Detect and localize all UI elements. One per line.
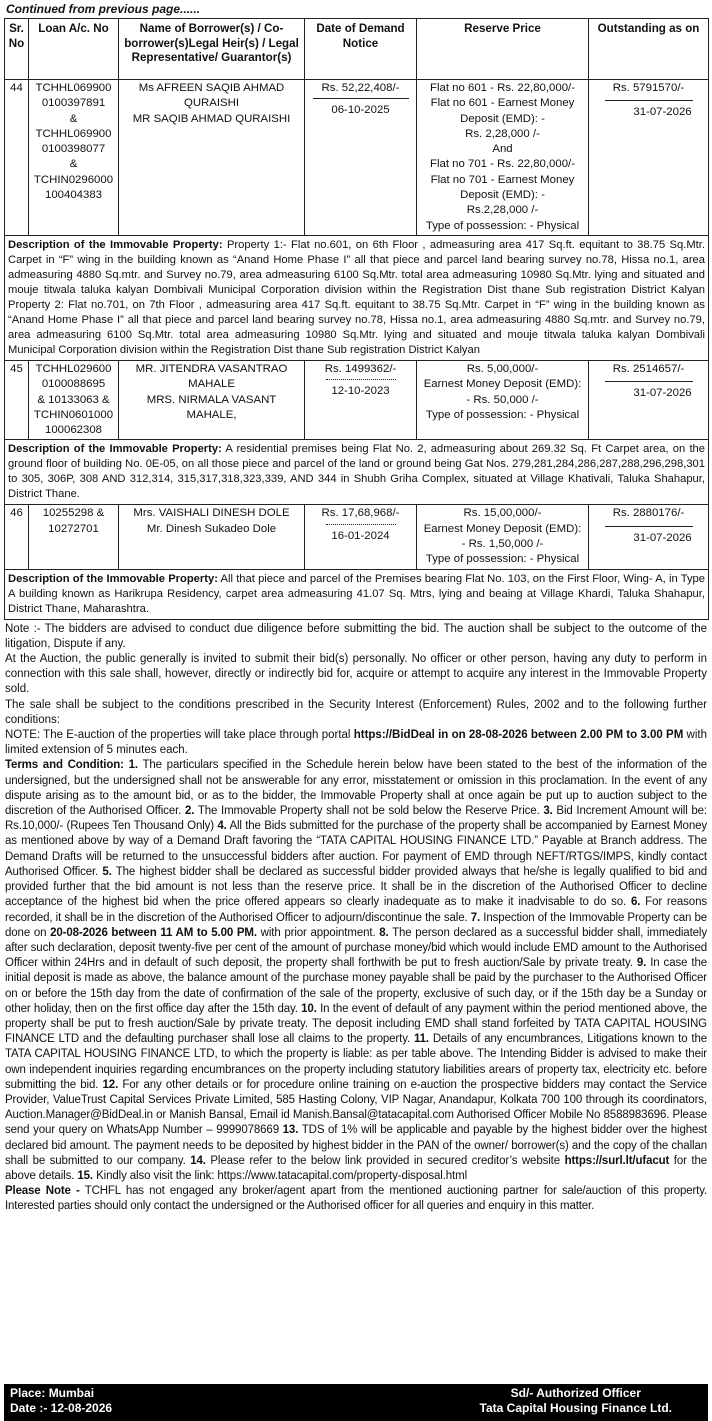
term-7c: with prior appointment. (256, 926, 380, 939)
borrower-line: Mrs. VAISHALI DINESH DOLE (133, 507, 290, 520)
demand-cell (305, 505, 417, 569)
reserve-line: Rs.2,28,000 /- (466, 204, 539, 217)
table-row (5, 505, 709, 569)
description-text: All that piece and parcel of the Premises bearing Flat No. 103, on the First Floor, Wing- A, in Type A building known as Harikrupa Residency, carpet area admeasuring 41.07 Sq. Mtrs, lying and beaing at Village Khardi, Taluka Shahapur, District Thane, Maharashtra. (8, 572, 705, 615)
loan-line: TCHHL069900 (35, 127, 112, 140)
table-header-row (5, 19, 709, 80)
term-9-num: 9. (636, 957, 647, 970)
borrower-line: MR. JITENDRA VASANTRAO (135, 362, 288, 375)
borrower-line: MAHALE (188, 378, 235, 391)
loan-line: 10272701 (48, 522, 99, 535)
term-14c: for the above details. (5, 1154, 707, 1182)
outstanding-divider (605, 381, 693, 382)
term-9: In case the initial deposit is made as above, the balance amount of the purchase money payable shall be paid by the purchaser to the Authorised Officer on or before the 15th day from the date of confirmation of the sale of the property, exclusive of such day, or if the 15th day be a Sunday or other holiday, then on the first office day after the 15th day. (5, 957, 708, 1015)
demand-divider (326, 379, 396, 380)
term-11-num: 11. (413, 1033, 429, 1046)
please-note-label: Please Note - (5, 1185, 80, 1198)
description-label: Description of the Immovable Property: (8, 572, 218, 585)
continued-label: Continued from previous page...... (6, 2, 201, 16)
loan-line: 10255298 & (42, 507, 105, 520)
footer-bar (4, 1384, 708, 1421)
description-row (5, 440, 709, 505)
reserve-cell (417, 80, 589, 236)
term-12: For any other details or for procedure online training on e-auction the prospective bidders may contact the Service Provider, ValueTrust Capital Services Private Limited, 585 Hasting Colony, VIP Nagar, Anandapur, Kolkata 700 100 through its coordinators, Auction.Manager@BidDeal.in or Manish Bansal, Email id Manish.Bansal@tatacapital.com Authorised Officer Mobile No 8588983696. Please send your query on WhatsApp Number – 9999078669 (5, 1078, 707, 1137)
date-label: Date :- 12-08-2026 (10, 1401, 113, 1415)
description-row (5, 569, 709, 619)
terms-label: Terms and Condition: 1. (5, 759, 138, 772)
reserve-line: Type of possession: - Physical (425, 408, 580, 421)
term-14a: Please refer to the below link provided in secured creditor’s website (205, 1154, 565, 1167)
note-e-auction-c: with limited extension of 5 minutes each. (5, 729, 707, 757)
reserve-line: Earnest Money Deposit (EMD): (423, 522, 582, 535)
reserve-cell (417, 360, 589, 439)
header-sr: Sr. No (5, 19, 29, 80)
loan-line: & (69, 158, 78, 171)
term-13-num: 13. (282, 1124, 299, 1137)
term-15: Kindly also visit the link: https://www.tatacapital.com/property-disposal.html (93, 1169, 468, 1182)
reserve-line: Rs. 5,00,000/- (466, 362, 539, 375)
loan-cell (29, 360, 119, 439)
term-4: All the Bids submitted for the purchase of the property shall be accompanied by Earnest Money as mentioned above by way of a Demand Draft favoring the “TATA CAPITAL HOUSING FINANCE LTD.” Payable at Branch address. The Demand Drafts will be returned to the unsuccessful bidders after auction. For payment of EMD through NEFT/RTGS/IMPS, kindly contact Authorised Officer. (5, 820, 707, 878)
sr-cell: 44 (5, 80, 29, 236)
borrower-line: MRS. NIRMALA VASANT (146, 393, 277, 406)
header-loan: Loan A/c. No (29, 19, 119, 80)
header-reserve: Reserve Price (417, 19, 589, 80)
notes-section (4, 620, 708, 1215)
term-4-num: 4. (217, 820, 227, 833)
loan-line: TCHIN0601000 (33, 408, 114, 421)
reserve-line: Flat no 601 - Rs. 22,80,000/- (430, 82, 575, 94)
borrower-line: MR SAQIB AHMAD QURAISHI (132, 112, 291, 125)
footer-right (480, 1386, 672, 1416)
please-note (5, 1184, 707, 1214)
term-3-num: 3. (543, 805, 553, 818)
outstanding-cell (589, 360, 709, 439)
reserve-line: Flat no 701 - Earnest Money (430, 173, 575, 186)
term-12-num: 12. (102, 1078, 119, 1091)
outstanding-divider (605, 526, 693, 527)
outstanding-date: 31-07-2026 (633, 106, 692, 119)
note-due-diligence: Note :- The bidders are advised to conduct due diligence before submitting the bid. The auction shall be subject to the outcome of the litigation, Dispute if any. (5, 622, 707, 650)
reserve-line: Flat no 601 - Earnest Money (430, 97, 575, 110)
header-outstanding: Outstanding as on (589, 19, 709, 80)
header-borrower: Name of Borrower(s) / Co-borrower(s)Legal Heir(s) / Legal Representative/ Guarantor(s) (119, 19, 305, 80)
table-row (5, 80, 709, 236)
reserve-line: - Rs. 1,50,000 /- (461, 538, 544, 551)
sr-cell: 46 (5, 505, 29, 569)
term-10-num: 10. (301, 1002, 317, 1015)
outstanding-amount: Rs. 5791570/- (612, 82, 685, 94)
term-8-num: 8. (379, 926, 389, 939)
outstanding-amount: Rs. 2514657/- (612, 362, 685, 375)
please-note-text: TCHFL has not engaged any broker/agent apart from the mentioned auctioning partner for sale/auction of this property. Interested parties should only contact the undersigned or the Authorised officer for all queries and enquiry in this matter. (5, 1185, 707, 1213)
loan-line: 100404383 (44, 189, 102, 202)
description-label: Description of the Immovable Property: (8, 238, 223, 251)
reserve-line: Deposit (EMD): - (460, 189, 545, 202)
table-body (5, 80, 709, 620)
term-6-num: 6. (630, 896, 641, 909)
term-10: In the event of default of any payment within the period mentioned above, the property shall be put to fresh auction/Sale by private treaty. The deposit including EMD shall stand forfeited by TATA CAPITAL HOUSING FINANCE LTD and the defaulting purchaser shall lose all claims to the property. (5, 1002, 707, 1046)
surl-link[interactable]: https://surl.lt/ufacut (564, 1154, 670, 1167)
outstanding-cell (589, 80, 709, 236)
term-7b: 20-08-2026 between 11 AM to 5.00 PM. (50, 926, 257, 939)
term-15-num: 15. (77, 1169, 94, 1182)
borrower-line: QURAISHI (183, 97, 240, 110)
note-sale-rules: The sale shall be subject to the conditions prescribed in the Security Interest (Enforcement) Rules, 2002 and to the following further conditions: (5, 698, 707, 726)
loan-line: 0100397891 (41, 97, 106, 110)
demand-cell (305, 360, 417, 439)
borrower-line: Mr. Dinesh Sukadeo Dole (146, 522, 277, 535)
reserve-line: And (492, 143, 513, 156)
terms-and-conditions (5, 758, 707, 1184)
term-14-num: 14. (190, 1154, 206, 1167)
term-11: Details of any encumbrances, Litigations known to the TATA CAPITAL HOUSING FINANCE LTD, to which the property is liable: as per table above. The Intending Bidder is advised to make their own independent inquiries regarding encumbrances on the property including statutory liabilities arears of property tax, electricity etc. before submitting the bid. (5, 1033, 708, 1091)
description-text: Property 1:- Flat no.601, on 6th Floor , admeasuring area 417 Sq.ft. equitant to 38.75 Sq.Mtr. Carpet in “F” wing in the building known as “Anand Home Phase I” all that piece and parcel land bearing survey no.78, Hissa no.1, area admeasuring 4880 Sq.mtr. and Survey no.79, area admeasuring 6100 Sq.Mtr. total area admeasuring 10980 Sq.Mtr. lying and situated and mouje titwala taluka kalyan Dombivali Municipal Corporation division within the Registration Dist thane Sub registration District Kalyan Property 2: Flat no.701, on 7th Floor , admeasuring area 417 Sq.ft. equitant to 38.75 Sq.Mtr. Carpet in “F” wing in the building known as “Anand Home Phase I” all that piece and parcel land bearing survey no.78, Hissa no.1, area admeasuring 4880 Sq.mtr. and Survey no.79, area admeasuring 6100 Sq.Mtr. total area admeasuring 10980 Sq.Mtr. lying and situated and mouje titwala taluka kalyan Dombivali Municipal Corporation division within the Registration Dist thane Sub registration District Kalyan (8, 238, 705, 356)
table-row (5, 360, 709, 439)
term-5-num: 5. (102, 865, 112, 878)
reserve-line: Rs. 2,28,000 /- (465, 127, 540, 140)
footer-left (10, 1386, 112, 1416)
property-description (5, 569, 709, 619)
description-label: Description of the Immovable Property: (8, 443, 222, 456)
reserve-cell (417, 505, 589, 569)
property-description (5, 440, 709, 505)
demand-divider (326, 524, 396, 525)
company-name: Tata Capital Housing Finance Ltd. (479, 1401, 672, 1415)
borrower-line: MAHALE, (186, 408, 237, 421)
reserve-line: Earnest Money Deposit (EMD): (423, 378, 582, 391)
loan-line: TCHHL069900 (35, 82, 112, 94)
loan-cell (29, 80, 119, 236)
term-2: The Immovable Property shall not be sold below the Reserve Price. (194, 805, 544, 818)
signature-label: Sd/- Authorized Officer (510, 1386, 641, 1400)
loan-cell (29, 505, 119, 569)
demand-amount: Rs. 17,68,968/- (321, 507, 400, 520)
loan-line: & (69, 112, 78, 125)
term-5: The highest bidder shall be declared as successful bidder provided always that he/she is legally qualified to bid and provided further that the bid amount is not less than the reserve price. It shall be in the discretion of the Authorised Officer to decline acceptance of the highest bid when the price offered appears so clearly inadequate as to make it inadvisable to do so. (5, 865, 707, 909)
outstanding-date: 31-07-2026 (633, 387, 692, 400)
term-7a: Inspection of the Immovable Property can be done on (5, 911, 707, 939)
reserve-line: Deposit (EMD): - (460, 112, 545, 125)
reserve-line: Type of possession: - Physical (425, 219, 580, 232)
loan-line: 0100398077 (41, 143, 106, 156)
demand-date: 12-10-2023 (331, 385, 390, 398)
borrower-cell (119, 505, 305, 569)
description-text: A residential premises being Flat No. 2, admeasuring about 269.32 Sq. Ft Carpet area, on the ground floor of building No. 0E-05, on all those piece and parcel of the land or ground being Gat Nos. 279,281,284,286,287,288,296,298,301 to 305, 306P, 308 AND 312,314, 315,317,318,323,339, AND 344 in Shubh Griha Complex, situated at Village Khativali, Taluka Shahapur, District Thane. (8, 443, 705, 501)
term-7-num: 7. (470, 911, 481, 924)
outstanding-date: 31-07-2026 (633, 531, 692, 544)
property-description (5, 235, 709, 360)
borrower-cell (119, 80, 305, 236)
demand-amount: Rs. 1499362/- (324, 362, 397, 375)
term-6: For reasons recorded, it shall be in the discretion of the Authorised Officer to adjourn/discontinue the sale. (5, 896, 707, 924)
term-3: Bid Increment Amount will be: Rs.10,000/- (Rupees Ten Thousand Only) (5, 805, 707, 833)
note-auction-public: At the Auction, the public generally is invited to submit their bid(s) personally. No officer or other person, having any duty to perform in connection with this sale shall, however, directly or indirectly bid for, acquire or attempt to acquire any interest in the Immovable Property sold. (5, 653, 707, 696)
reserve-line: Rs. 15,00,000/- (463, 507, 542, 520)
demand-date: 06-10-2025 (331, 104, 390, 117)
demand-cell (305, 80, 417, 236)
sr-cell: 45 (5, 360, 29, 439)
demand-date: 16-01-2024 (331, 529, 390, 542)
outstanding-amount: Rs. 2880176/- (612, 507, 685, 520)
borrower-line: Ms AFREEN SAQIB AHMAD (138, 82, 285, 94)
e-auction-link[interactable]: https://BidDeal in on 28-08-2026 between 2.00 PM to 3.00 PM (353, 729, 684, 742)
header-demand: Date of Demand Notice (305, 19, 417, 80)
demand-amount: Rs. 52,22,408/- (321, 82, 400, 94)
description-row (5, 235, 709, 360)
outstanding-divider (605, 100, 693, 101)
reserve-line: Type of possession: - Physical (425, 553, 580, 566)
borrower-cell (119, 360, 305, 439)
term-1: The particulars specified in the Schedule herein below have been stated to the best of the information of the undersigned, but the undersigned shall not be answerable for any error, misstatement or omission in this proclamation. In the event of any dispute arising as to the amount bid, or as to the bidder, the Immovable Property shall at once again be put up to auction subject to the discretion of the Authorised Officer. (5, 759, 707, 818)
loan-line: TCHIN0296000 (33, 173, 114, 186)
outstanding-cell (589, 505, 709, 569)
loan-line: & 10133063 & (37, 393, 110, 406)
reserve-line: - Rs. 50,000 /- (466, 393, 539, 406)
term-8: The person declared as a successful bidder shall, immediately after such declaration, deposit twenty-five per cent of the amount of purchase money/bid which would include EMD amount to the Authorised Officer within 24Hrs and in default of such deposit, the property shall forthwith be put to fresh auction/Sale by private treaty. (5, 926, 707, 970)
loan-line: 100062308 (44, 424, 102, 437)
place-label: Place: Mumbai (10, 1386, 95, 1400)
note-e-auction-a: NOTE: The E-auction of the properties will take place through portal (5, 729, 354, 742)
property-table (4, 18, 709, 620)
term-2-num: 2. (184, 805, 195, 818)
loan-line: TCHHL029600 (35, 362, 112, 375)
loan-line: 0100088695 (41, 378, 106, 391)
reserve-line: Flat no 701 - Rs. 22,80,000/- (430, 158, 575, 171)
term-13: TDS of 1% will be applicable and payable by the highest bidder over the highest declared bid amount. The payment needs to be deposited by highest bidder in the PAN of the owner/ borrower(s) and the copy of the challan shall be submitted to our company. (5, 1124, 707, 1167)
note-e-auction (5, 728, 707, 758)
demand-divider (313, 98, 409, 99)
